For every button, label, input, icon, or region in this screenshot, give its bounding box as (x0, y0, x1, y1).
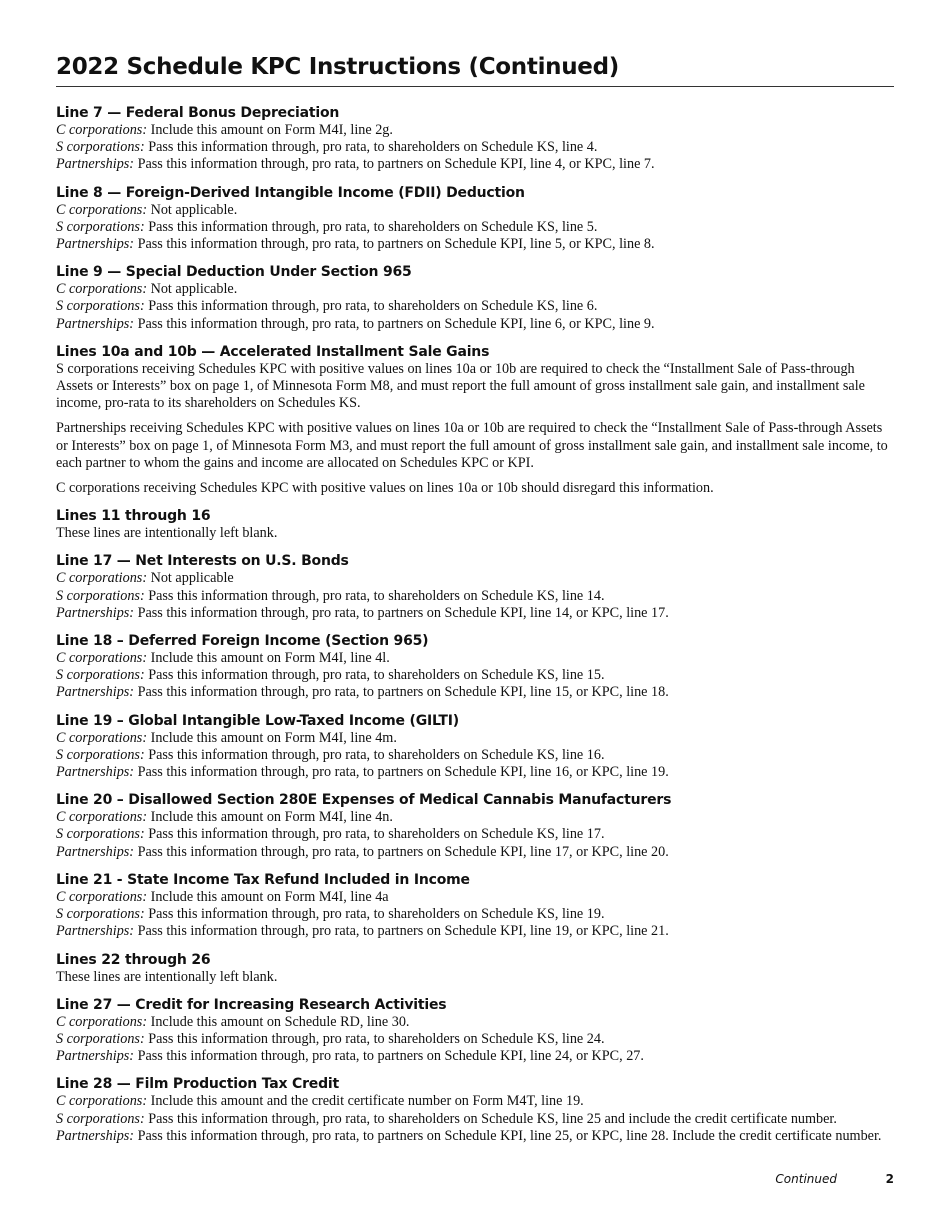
entity-label: C corporations: (56, 122, 148, 138)
instruction-line (56, 122, 894, 139)
instruction-text: Include this amount and the credit certificate number on Form M4T, line 19. (147, 1093, 584, 1110)
section (56, 632, 894, 702)
section (56, 343, 894, 497)
instruction-line (56, 1048, 894, 1065)
instruction-text: Pass this information through, pro rata, to partners on Schedule KPI, line 4, or KPC, line 7. (134, 156, 655, 173)
instruction-line (56, 667, 894, 684)
entity-label: Partnerships: (56, 236, 135, 253)
instruction-line (56, 156, 894, 173)
entity-label: C corporations: (56, 809, 148, 826)
instruction-text: Include this amount on Form M4I, line 4l. (147, 650, 390, 667)
instruction-line (56, 889, 894, 906)
instruction-line (56, 1093, 894, 1110)
instruction-line (56, 281, 894, 298)
instruction-text: Pass this information through, pro rata, to shareholders on Schedule KS, line 4. (144, 139, 598, 156)
instruction-line (56, 1031, 894, 1048)
page-number: 2 (885, 1172, 894, 1186)
instruction-text: Pass this information through, pro rata, to partners on Schedule KPI, line 14, or KPC, line 17. (134, 604, 669, 621)
entity-label: S corporations: (56, 1030, 145, 1047)
instruction-line (56, 1111, 894, 1128)
section (56, 507, 894, 542)
instruction-text: Pass this information through, pro rata, to shareholders on Schedule KS, line 14. (144, 587, 605, 604)
entity-label: S corporations: (56, 139, 145, 156)
instruction-line (56, 826, 894, 843)
entity-label: S corporations: (56, 1110, 145, 1127)
entity-label: C corporations: (56, 650, 148, 667)
instruction-text: Pass this information through, pro rata, to partners on Schedule KPI, line 16, or KPC, line 19. (134, 764, 669, 781)
section (56, 712, 894, 782)
section (56, 996, 894, 1066)
entity-label: S corporations: (56, 298, 145, 315)
instruction-text: Pass this information through, pro rata, to shareholders on Schedule KS, line 6. (144, 298, 598, 315)
entity-label: Partnerships: (56, 764, 135, 781)
instruction-text: Include this amount on Form M4I, line 4a (147, 888, 389, 905)
instruction-text: Pass this information through, pro rata, to shareholders on Schedule KS, line 15. (144, 667, 605, 684)
section (56, 871, 894, 941)
entity-label: Partnerships: (56, 315, 135, 332)
instruction-line (56, 1128, 894, 1145)
entity-label: S corporations: (56, 906, 145, 923)
section-heading: Line 9 — Special Deduction Under Section 965 (56, 264, 412, 281)
entity-label: Partnerships: (56, 156, 135, 173)
section-heading: Lines 11 through 16 (56, 508, 211, 525)
instruction-text: Not applicable. (147, 201, 238, 218)
instruction-line (56, 588, 894, 605)
section-heading: Line 20 – Disallowed Section 280E Expenses of Medical Cannabis Manufacturers (56, 792, 672, 809)
section-heading: Lines 10a and 10b — Accelerated Installment Sale Gains (56, 343, 490, 360)
instruction-text: Include this amount on Form M4I, line 2g. (147, 122, 393, 138)
section (56, 791, 894, 861)
entity-label: Partnerships: (56, 923, 135, 940)
section (56, 1075, 894, 1145)
instruction-text: Include this amount on Form M4I, line 4n. (147, 809, 393, 826)
instruction-line (56, 844, 894, 861)
entity-label: S corporations: (56, 746, 145, 763)
instruction-line (56, 747, 894, 764)
instruction-text: Include this amount on Schedule RD, line 30. (147, 1013, 410, 1030)
instruction-text: Pass this information through, pro rata, to shareholders on Schedule KS, line 17. (144, 826, 605, 843)
entity-label: C corporations: (56, 1093, 148, 1110)
instruction-line (56, 923, 894, 940)
instruction-line (56, 605, 894, 622)
paragraph: S corporations receiving Schedules KPC with positive values on lines 10a or 10b are required to check the “Installment Sale of Pass-through Assets or Interests” box on page 1, of Minnesota Form M8, and must report the full amount of gross installment sale gain, and installment sale income, pro-rata to its shareholders on Schedules KS. (56, 360, 865, 412)
instruction-text: Pass this information through, pro rata, to partners on Schedule KPI, line 17, or KPC, line 20. (134, 843, 669, 860)
section-heading: Line 7 — Federal Bonus Depreciation (56, 105, 340, 121)
instruction-text: Pass this information through, pro rata, to partners on Schedule KPI, line 5, or KPC, line 8. (134, 236, 655, 253)
instruction-text: Pass this information through, pro rata, to partners on Schedule KPI, line 24, or KPC, 27. (134, 1048, 644, 1065)
document-page (56, 52, 894, 1155)
instruction-line (56, 202, 894, 219)
entity-label: C corporations: (56, 729, 148, 746)
continued-label: Continued (775, 1172, 837, 1186)
instruction-text: Pass this information through, pro rata, to shareholders on Schedule KS, line 24. (144, 1030, 605, 1047)
entity-label: C corporations: (56, 201, 148, 218)
entity-label: C corporations: (56, 1013, 148, 1030)
instruction-line (56, 236, 894, 253)
instruction-line (56, 316, 894, 333)
instructions-body (56, 104, 894, 1145)
entity-label: S corporations: (56, 587, 145, 604)
instruction-text: Pass this information through, pro rata, to partners on Schedule KPI, line 6, or KPC, line 9. (134, 315, 655, 332)
paragraph: These lines are intentionally left blank. (56, 968, 278, 985)
section (56, 552, 894, 622)
section-heading: Lines 22 through 26 (56, 951, 211, 968)
entity-label: Partnerships: (56, 843, 135, 860)
instruction-text: Pass this information through, pro rata, to shareholders on Schedule KS, line 25 and include the credit certificate number. (144, 1110, 837, 1127)
instruction-line (56, 1014, 894, 1031)
page-title: 2022 Schedule KPC Instructions (Continued) (56, 52, 894, 87)
section-heading: Line 21 - State Income Tax Refund Included in Income (56, 871, 470, 888)
instruction-text: Not applicable. (147, 281, 238, 298)
instruction-line (56, 139, 894, 156)
paragraph: Partnerships receiving Schedules KPC with positive values on lines 10a or 10b are required to check the “Installment Sale of Pass-through Assets or Interests” box on page 1, of Minnesota Form M3, and must report the full amount of gross installment sale gain, and installment sale income, to each partner to whom the gains and income are allocated on Schedules KPC or KPI. (56, 420, 888, 471)
instruction-text: Pass this information through, pro rata, to partners on Schedule KPI, line 19, or KPC, line 21. (134, 923, 669, 940)
entity-label: S corporations: (56, 218, 145, 235)
section-heading: Line 28 — Film Production Tax Credit (56, 1076, 340, 1093)
section-heading: Line 18 – Deferred Foreign Income (Section 965) (56, 633, 429, 650)
instruction-text: Pass this information through, pro rata, to partners on Schedule KPI, line 25, or KPC, line 28. Include the credit certificate number. (134, 1127, 882, 1144)
instruction-line (56, 298, 894, 315)
entity-label: Partnerships: (56, 684, 135, 701)
entity-label: C corporations: (56, 888, 148, 905)
instruction-line (56, 809, 894, 826)
instruction-text: Pass this information through, pro rata, to shareholders on Schedule KS, line 5. (144, 218, 598, 235)
paragraph: C corporations receiving Schedules KPC with positive values on lines 10a or 10b should disregard this information. (56, 480, 714, 497)
entity-label: S corporations: (56, 667, 145, 684)
entity-label: Partnerships: (56, 604, 135, 621)
instruction-line (56, 730, 894, 747)
section-heading: Line 8 — Foreign-Derived Intangible Income (FDII) Deduction (56, 184, 525, 201)
entity-label: Partnerships: (56, 1048, 135, 1065)
paragraph: These lines are intentionally left blank. (56, 525, 278, 542)
entity-label: C corporations: (56, 570, 148, 587)
section (56, 951, 894, 986)
section-heading: Line 27 — Credit for Increasing Research Activities (56, 996, 447, 1013)
section-heading: Line 19 – Global Intangible Low-Taxed Income (GILTI) (56, 712, 459, 729)
instruction-text: Pass this information through, pro rata, to shareholders on Schedule KS, line 19. (144, 906, 605, 923)
instruction-line (56, 906, 894, 923)
instruction-line (56, 570, 894, 587)
entity-label: Partnerships: (56, 1127, 135, 1144)
instruction-text: Pass this information through, pro rata, to partners on Schedule KPI, line 15, or KPC, line 18. (134, 684, 669, 701)
section (56, 184, 894, 254)
instruction-line (56, 684, 894, 701)
entity-label: C corporations: (56, 281, 148, 298)
instruction-text: Not applicable (147, 570, 234, 587)
entity-label: S corporations: (56, 826, 145, 843)
instruction-text: Include this amount on Form M4I, line 4m. (147, 729, 397, 746)
section-heading: Line 17 — Net Interests on U.S. Bonds (56, 553, 349, 570)
instruction-line (56, 764, 894, 781)
section (56, 263, 894, 333)
section (56, 104, 894, 174)
instruction-line (56, 219, 894, 236)
instruction-text: Pass this information through, pro rata, to shareholders on Schedule KS, line 16. (144, 746, 605, 763)
instruction-line (56, 650, 894, 667)
